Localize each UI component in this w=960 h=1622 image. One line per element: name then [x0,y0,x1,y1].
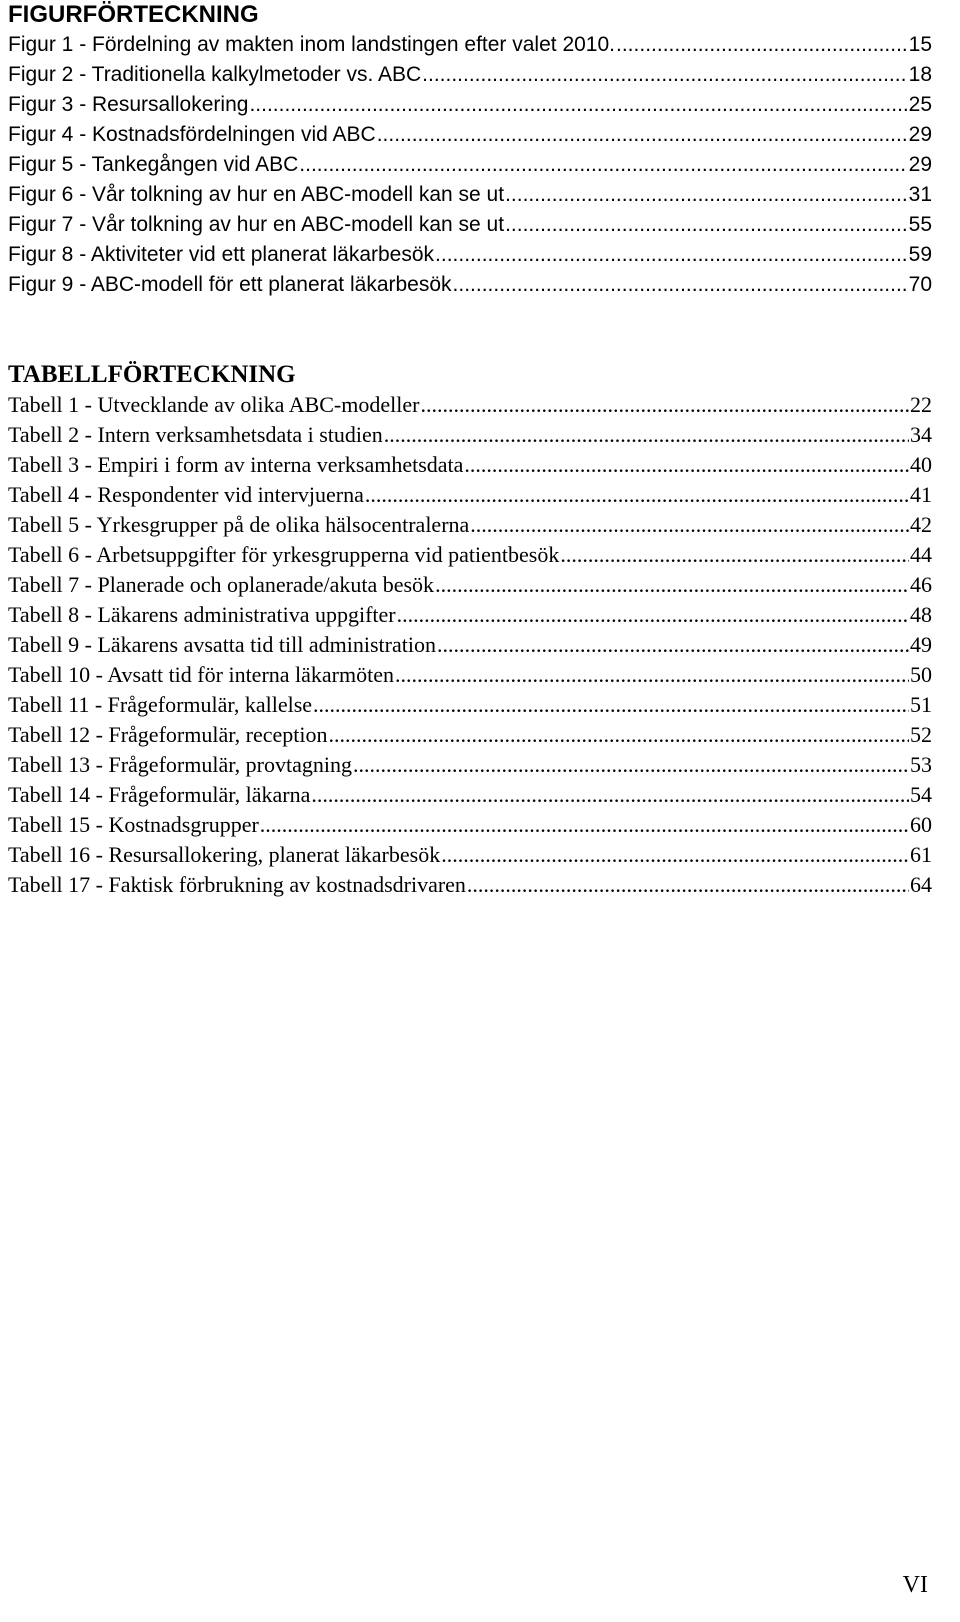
table-entry [8,630,932,660]
entry-title: Figur 1 - Fördelning av makten inom landstingen efter valet 2010. [8,33,616,56]
entry-title: Figur 7 - Vår tolkning av hur en ABC-modell kan se ut [8,213,505,236]
dot-leader [453,270,908,300]
table-entry [8,480,932,510]
figure-entry [8,90,932,120]
page-number: VI [902,1572,928,1598]
entry-page-number: 44 [910,542,932,567]
entry-page-number: 55 [908,213,932,236]
entry-title: Figur 8 - Aktiviteter vid ett planerat läkarbesök [8,243,435,266]
table-entry [8,720,932,750]
dot-leader [384,420,909,450]
entry-page-number: 49 [910,632,932,657]
table-entry [8,450,932,480]
entry-page-number: 51 [910,692,932,717]
entry-title: Tabell 3 - Empiri i form av interna verksamhetsdata [8,452,464,477]
dot-leader [435,240,908,270]
figure-entry [8,210,932,240]
entry-title: Tabell 12 - Frågeformulär, reception [8,722,328,747]
figure-entry [8,60,932,90]
entry-title: Tabell 11 - Frågeformulär, kallelse [8,692,313,717]
dot-leader [353,750,909,780]
table-entry [8,870,932,900]
entry-title: Figur 3 - Resursallokering [8,93,249,116]
entry-title: Figur 9 - ABC-modell för ett planerat läkarbesök [8,273,452,296]
table-entry [8,540,932,570]
figure-entry [8,120,932,150]
entry-page-number: 22 [910,392,932,417]
entry-page-number: 42 [910,512,932,537]
entry-title: Tabell 1 - Utvecklande av olika ABC-modeller [8,392,420,417]
dot-leader [422,60,907,90]
dot-leader [441,840,909,870]
entry-page-number: 70 [908,273,932,296]
entry-page-number: 15 [908,33,932,56]
table-entry [8,810,932,840]
dot-leader [329,720,909,750]
entry-page-number: 25 [908,93,932,116]
entry-title: Tabell 16 - Resursallokering, planerat läkarbesök [8,842,441,867]
dot-leader [311,780,909,810]
entry-title: Tabell 17 - Faktisk förbrukning av kostnadsdrivaren [8,872,466,897]
figure-entry [8,30,932,60]
entry-title: Figur 6 - Vår tolkning av hur en ABC-modell kan se ut [8,183,505,206]
figure-entry [8,180,932,210]
entry-page-number: 41 [910,482,932,507]
dot-leader [464,450,909,480]
entry-title: Tabell 10 - Avsatt tid för interna läkarmöten [8,662,394,687]
entry-title: Tabell 14 - Frågeformulär, läkarna [8,782,311,807]
table-entry [8,510,932,540]
entry-title: Tabell 7 - Planerade och oplanerade/akuta besök [8,572,435,597]
table-entry [8,750,932,780]
dot-leader [470,510,909,540]
dot-leader [365,480,909,510]
dot-leader [313,690,909,720]
table-entry [8,570,932,600]
dot-leader [435,570,909,600]
entry-page-number: 34 [910,422,932,447]
entry-page-number: 31 [908,183,932,206]
entry-title: Figur 4 - Kostnadsfördelningen vid ABC [8,123,376,146]
entry-title: Tabell 15 - Kostnadsgrupper [8,812,259,837]
entry-page-number: 18 [908,63,932,86]
entry-page-number: 61 [910,842,932,867]
figure-entry [8,240,932,270]
entry-title: Tabell 5 - Yrkesgrupper på de olika hälsocentralerna [8,512,470,537]
entry-page-number: 50 [910,662,932,687]
entry-title: Tabell 13 - Frågeformulär, provtagning [8,752,352,777]
table-entry [8,660,932,690]
entry-title: Tabell 8 - Läkarens administrativa uppgifter [8,602,396,627]
dot-leader [505,180,908,210]
dot-leader [397,600,909,630]
entry-page-number: 64 [910,872,932,897]
entry-title: Figur 2 - Traditionella kalkylmetoder vs. ABC [8,63,422,86]
dot-leader [420,390,909,420]
dot-leader [560,540,909,570]
entry-page-number: 52 [910,722,932,747]
table-list-heading: TABELLFÖRTECKNING [8,361,296,388]
entry-page-number: 53 [910,752,932,777]
entry-title: Tabell 9 - Läkarens avsatta tid till administration [8,632,436,657]
figure-list [8,0,932,300]
entry-page-number: 29 [908,153,932,176]
entry-title: Tabell 2 - Intern verksamhetsdata i studien [8,422,383,447]
dot-leader [616,30,908,60]
table-list [8,360,932,900]
figure-entry [8,270,932,300]
dot-leader [377,120,908,150]
table-entry [8,690,932,720]
entry-page-number: 54 [910,782,932,807]
dot-leader [437,630,909,660]
entry-page-number: 48 [910,602,932,627]
entry-title: Tabell 4 - Respondenter vid intervjuerna [8,482,364,507]
entry-page-number: 59 [908,243,932,266]
figure-entry [8,150,932,180]
entry-page-number: 29 [908,123,932,146]
table-entry [8,840,932,870]
table-entry [8,390,932,420]
entry-title: Figur 5 - Tankegången vid ABC [8,153,299,176]
dot-leader [260,810,909,840]
dot-leader [505,210,908,240]
entry-title: Tabell 6 - Arbetsuppgifter för yrkesgrupperna vid patientbesök [8,542,560,567]
figure-list-heading: FIGURFÖRTECKNING [8,1,259,28]
dot-leader [299,150,907,180]
table-entry [8,420,932,450]
dot-leader [395,660,909,690]
table-entry [8,780,932,810]
entry-page-number: 40 [910,452,932,477]
dot-leader [467,870,909,900]
table-entry [8,600,932,630]
dot-leader [249,90,907,120]
entry-page-number: 60 [910,812,932,837]
entry-page-number: 46 [910,572,932,597]
